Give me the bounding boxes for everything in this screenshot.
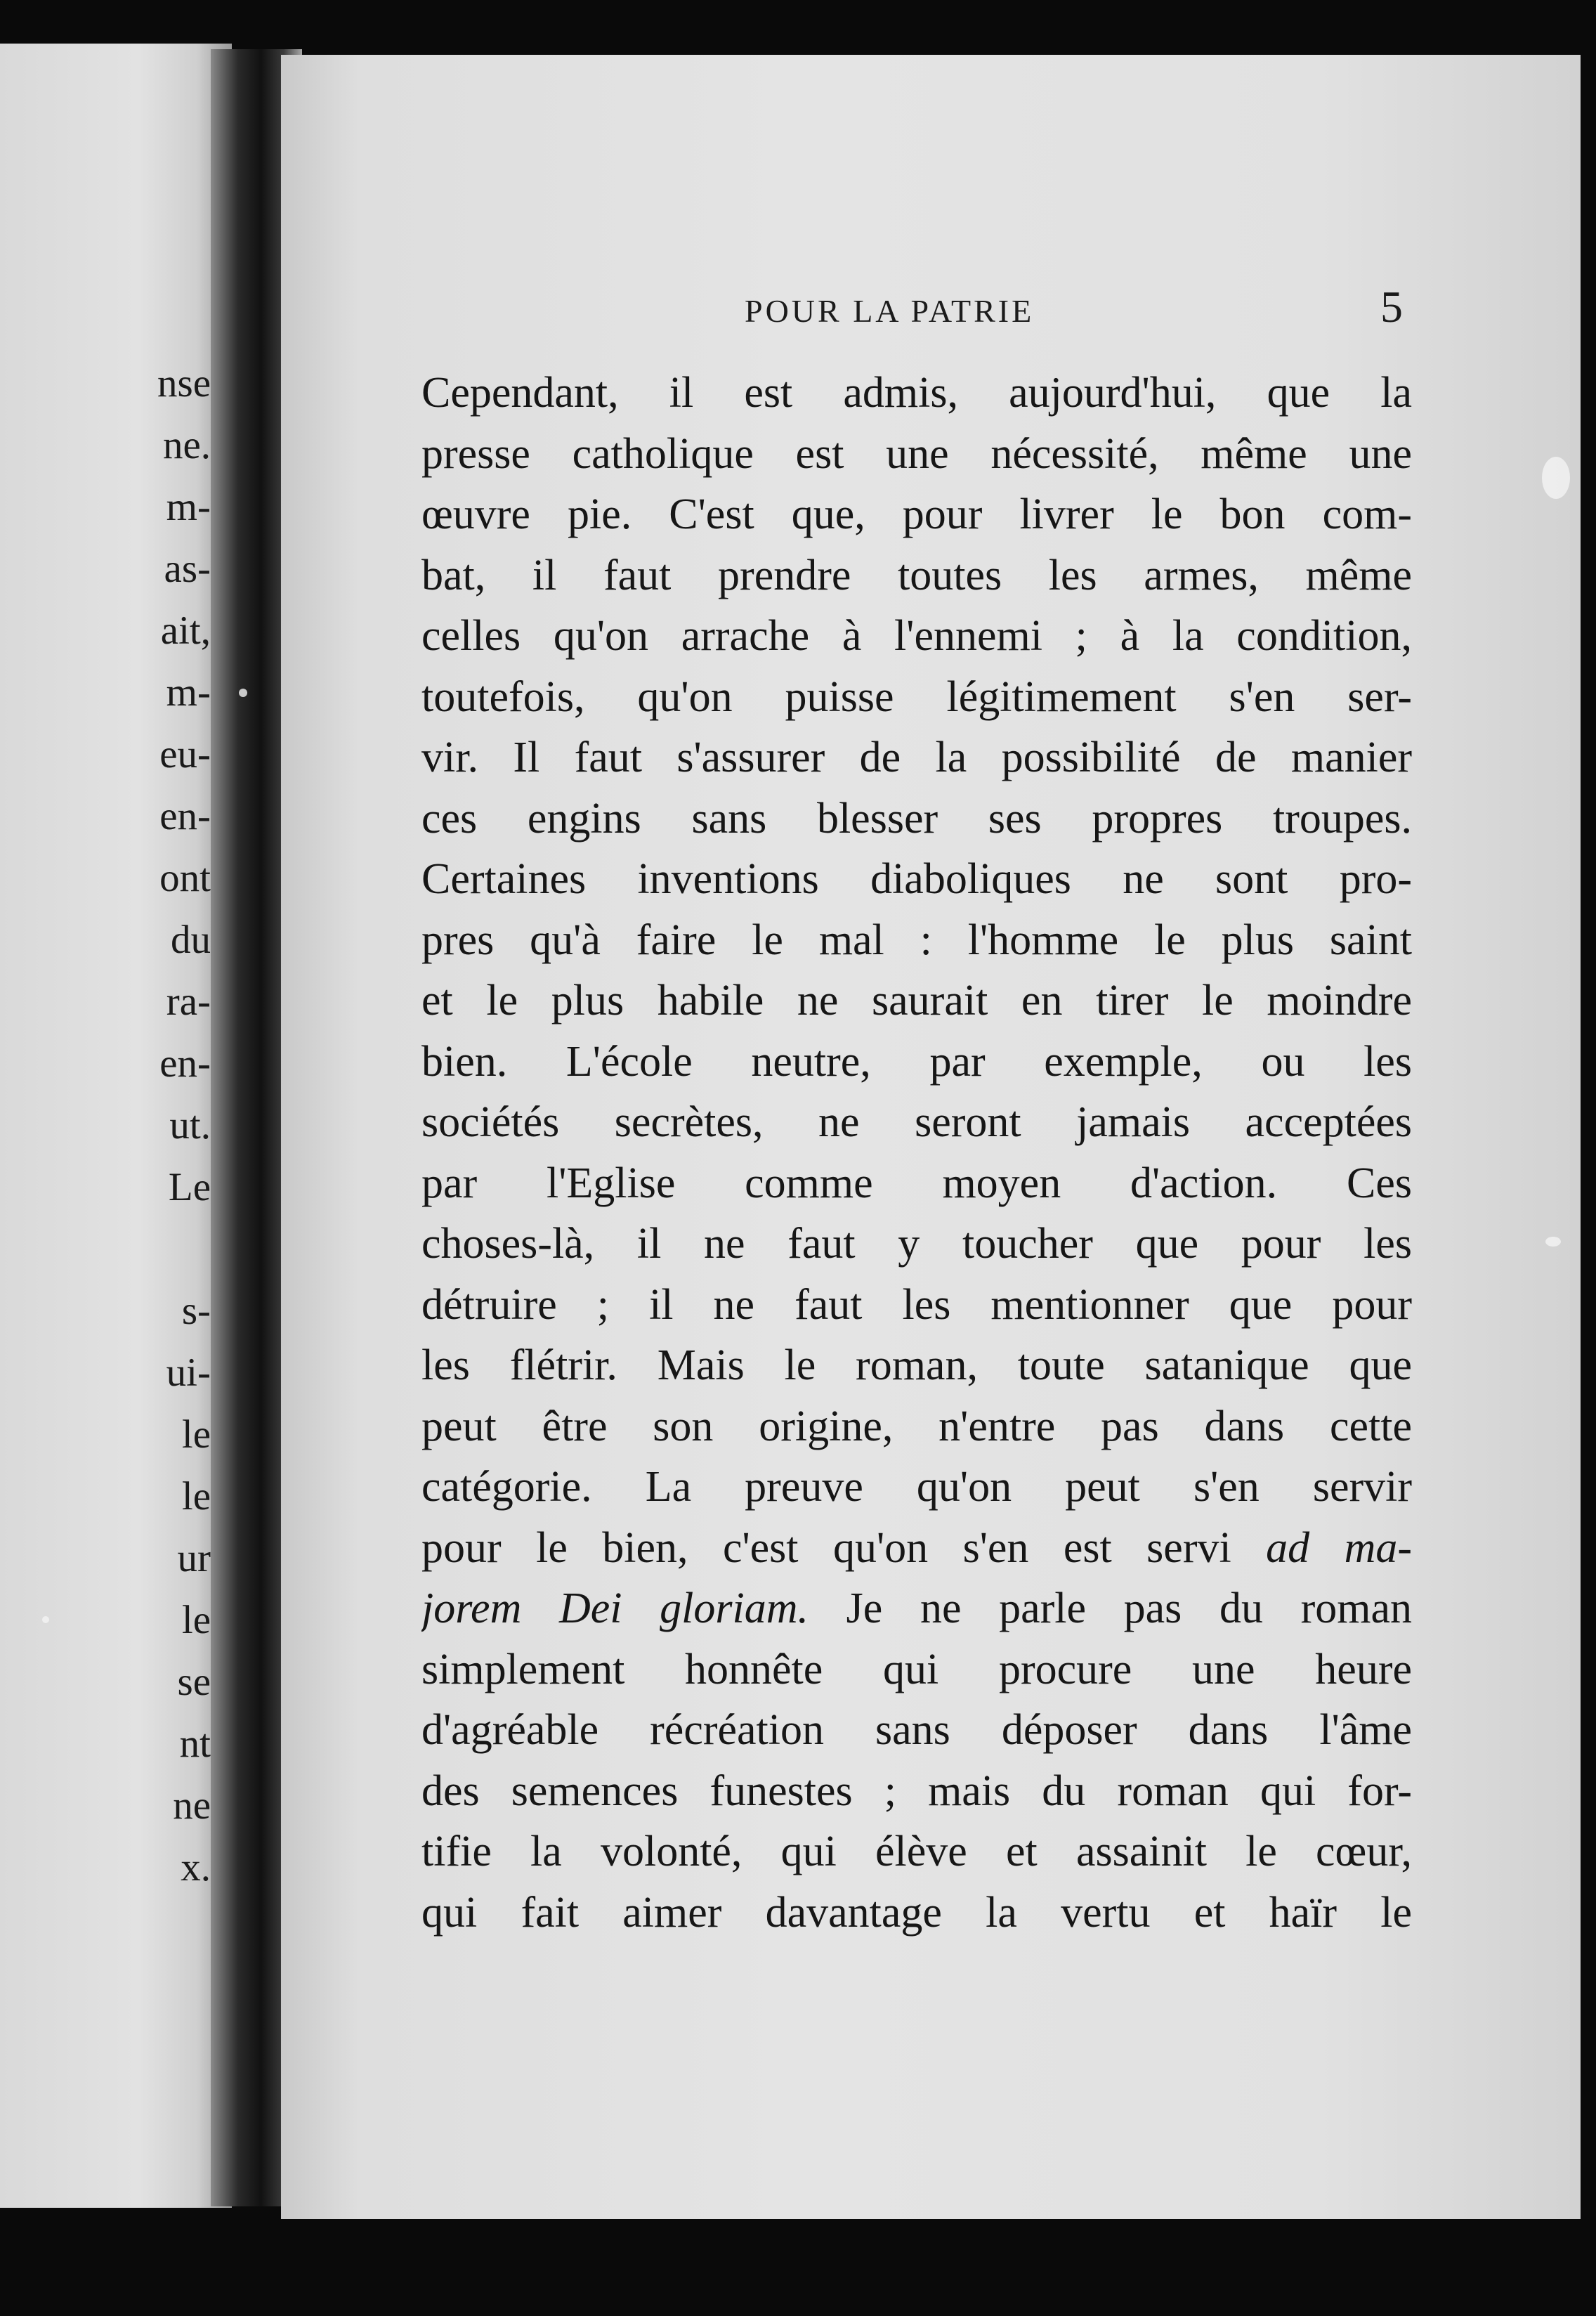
line-fragment: eu- (159, 732, 211, 776)
text-line: vir. Il faut s'assurer de la possibilité de manier (421, 734, 1412, 781)
line-fragment: ont (159, 856, 211, 900)
line-fragment: du (171, 918, 211, 962)
line-fragment: nt (179, 1722, 211, 1766)
text-line: œuvre pie. C'est que, pour livrer le bon com- (421, 490, 1412, 538)
line-fragment: en- (159, 1041, 211, 1086)
scan-speck (1545, 1237, 1561, 1247)
line-fragment: ra- (166, 980, 211, 1024)
text-line: sociétés secrètes, ne seront jamais acceptées (421, 1098, 1412, 1146)
line-fragment: m- (166, 670, 211, 715)
line-fragment: x. (181, 1845, 211, 1889)
line-fragment: le (181, 1412, 211, 1457)
text-line: tifie la volonté, qui élève et assainit le cœur, (421, 1828, 1412, 1875)
line-fragment: se (177, 1660, 211, 1704)
text-line: Certaines inventions diaboliques ne sont pro- (421, 855, 1412, 903)
page-number: 5 (1380, 282, 1403, 332)
line-fragment: nse (157, 361, 211, 405)
text-line: et le plus habile ne saurait en tirer le moindre (421, 977, 1412, 1024)
text-line: celles qu'on arrache à l'ennemi ; à la condition, (421, 612, 1412, 660)
line-fragment: le (181, 1598, 211, 1642)
line-fragment: ne (173, 1783, 211, 1828)
text-line: presse catholique est une nécessité, même une (421, 429, 1412, 478)
previous-page-edge (0, 44, 232, 2208)
scan-speck (42, 1616, 49, 1623)
text-line: choses-là, il ne faut y toucher que pour les (421, 1220, 1412, 1268)
line-fragment: en- (159, 794, 211, 838)
body-text (421, 363, 1412, 1943)
line-fragment: ui- (166, 1351, 211, 1395)
text-line: peut être son origine, n'entre pas dans cette (421, 1402, 1412, 1450)
line-fragment: ut. (169, 1103, 211, 1147)
roman-run: Je ne parle pas du roman (809, 1585, 1412, 1632)
text-line: d'agréable récréation sans déposer dans l'âme (421, 1706, 1412, 1754)
text-line-mixed (421, 1578, 1412, 1639)
scan-speck (1542, 457, 1570, 499)
current-page (281, 55, 1581, 2219)
line-fragment: ait, (160, 609, 211, 653)
text-line: pres qu'à faire le mal : l'homme le plus saint (421, 916, 1412, 964)
text-line: simplement honnête qui procure une heure (421, 1645, 1412, 1693)
text-line: bat, il faut prendre toutes les armes, même (421, 551, 1412, 599)
line-fragment: le (181, 1474, 211, 1518)
text-line: détruire ; il ne faut les mentionner que pour (421, 1280, 1412, 1329)
line-fragment: m- (166, 485, 211, 529)
line-fragment: Le (168, 1165, 211, 1209)
roman-run: pour le bien, c'est qu'on s'en est servi (421, 1523, 1267, 1572)
line-fragment: s- (181, 1289, 211, 1333)
text-line: Cependant, il est admis, aujourd'hui, que la (421, 369, 1412, 417)
previous-page-line-ends (0, 353, 211, 1899)
text-line: ces engins sans blesser ses propres troupes. (421, 794, 1412, 843)
text-line: des semences funestes ; mais du roman qui for- (421, 1767, 1412, 1815)
text-line: qui fait aimer davantage la vertu et haïr le (421, 1888, 1412, 1937)
line-fragment (0, 1218, 211, 1280)
line-fragment: as- (164, 547, 211, 591)
scan-speck (239, 689, 247, 697)
line-fragment: ne. (162, 423, 211, 467)
italic-run: ad ma- (1266, 1523, 1412, 1572)
text-line: les flétrir. Mais le roman, toute satanique que (421, 1341, 1412, 1389)
text-line: par l'Eglise comme moyen d'action. Ces (421, 1159, 1412, 1207)
text-line-mixed (421, 1518, 1412, 1579)
text-line: bien. L'école neutre, par exemple, ou les (421, 1037, 1412, 1086)
text-line: toutefois, qu'on puisse légitimement s'en ser- (421, 672, 1412, 721)
italic-run: jorem Dei gloriam. (421, 1585, 809, 1632)
text-line: catégorie. La preuve qu'on peut s'en servir (421, 1463, 1412, 1511)
running-title: POUR LA PATRIE (745, 293, 1035, 329)
line-fragment: ur (177, 1536, 211, 1580)
